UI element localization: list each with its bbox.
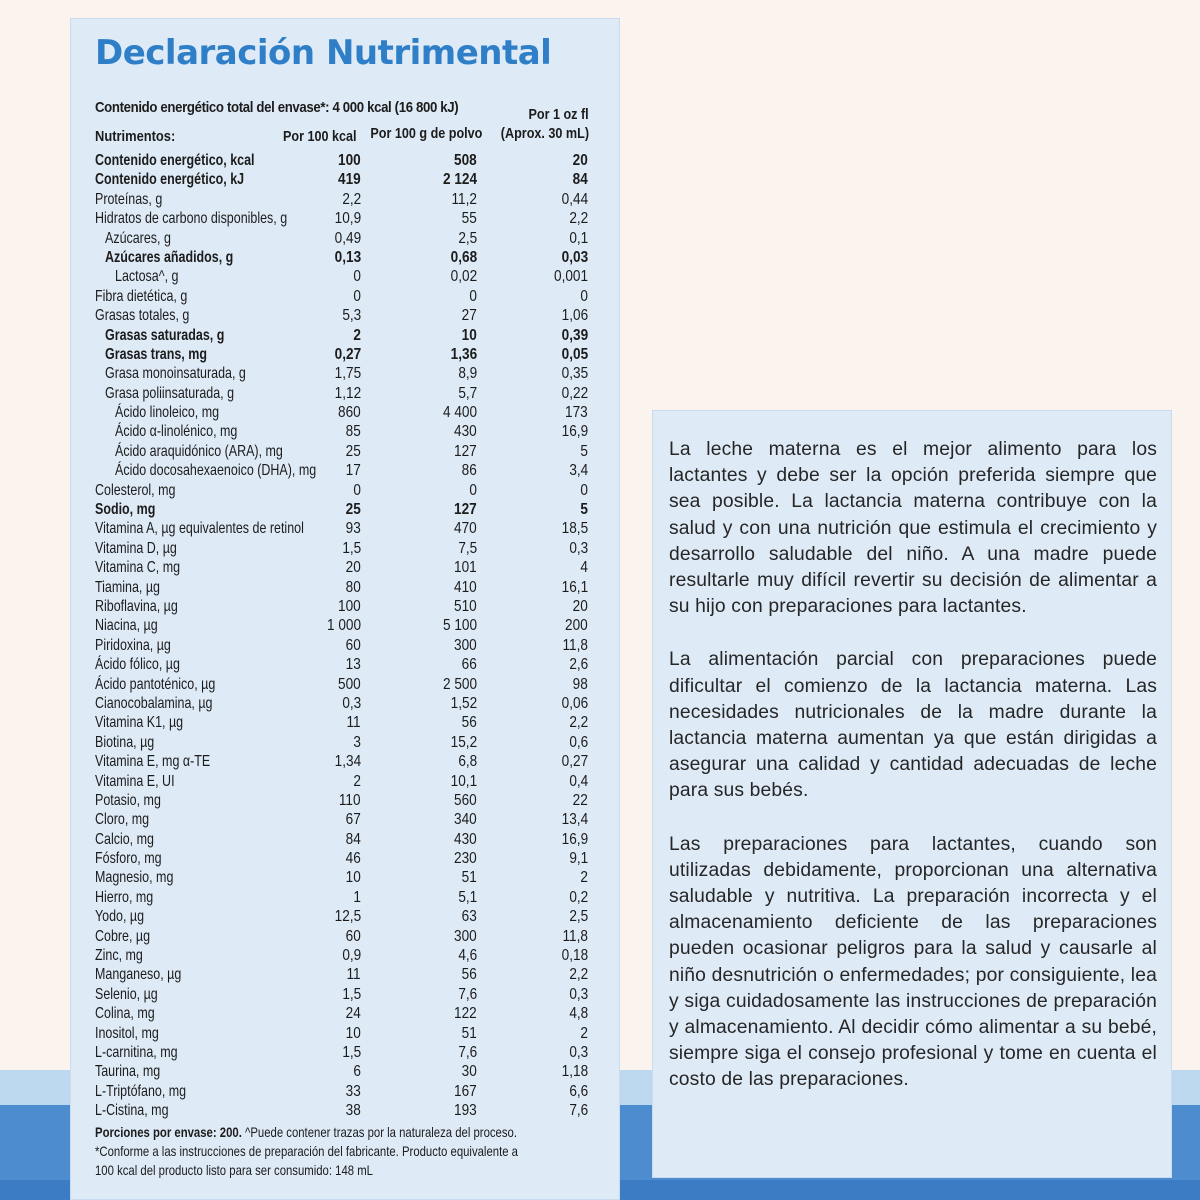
notice-paragraph-3: Las preparaciones para lactantes, cuando son utilizadas debidamente, proporcionan una alternativa saludable y nutritiva. La preparación incorrecta y el almacenamiento deficiente de las preparaciones pueden ocasionar peligros para la salud y causarle al niño desnutrición o enfermedades; por consiguiente, lea y siga cuidadosamente las instrucciones de preparación y almacenamiento. Al decidir cómo alimentar a su bebé, siempre siga el consejo profesional y tome en cuenta el costo de las preparaciones. [669,833,1157,1091]
value-per-100g: 470 [454,520,477,538]
nutrient-name: Inositol, mg [95,1024,159,1042]
nutrient-name: Fósforo, mg [95,850,162,868]
table-row [95,461,595,480]
value-per-100g: 5 100 [442,617,477,635]
value-per-100kcal: 93 [345,520,361,538]
value-per-100kcal: 10 [345,869,361,887]
value-per-100g: 230 [454,850,477,868]
footnote-line2: *Conforme a las instrucciones de preparación del fabricante. Producto equivalente a [95,1143,518,1159]
value-per-100kcal: 0 [353,481,361,499]
nutrient-name: L-Cistina, mg [95,1102,169,1120]
value-per-oz: 0,3 [569,1043,588,1061]
nutrient-name: Cianocobalamina, µg [95,694,213,712]
nutrient-name: Vitamina A, µg equivalentes de retinol [95,520,304,538]
nutrient-name: Magnesio, mg [95,869,174,887]
nutrient-name: Ácido α-linolénico, mg [115,423,238,441]
value-per-100g: 340 [454,811,477,829]
value-per-100g: 0 [469,481,477,499]
table-row [95,830,595,849]
nutrient-name: Sodio, mg [95,501,156,519]
value-per-oz: 84 [572,171,588,189]
value-per-100g: 167 [454,1082,477,1100]
value-per-100kcal: 80 [345,578,361,596]
value-per-100g: 5,7 [458,384,477,402]
value-per-oz: 0,4 [569,772,588,790]
table-row [95,655,595,674]
nutrient-name: Vitamina D, µg [95,539,177,557]
nutrition-facts-panel [70,18,620,1200]
value-per-100g: 410 [454,578,477,596]
value-per-100g: 0,02 [450,268,477,286]
value-per-oz: 0,001 [553,268,588,286]
value-per-100kcal: 25 [345,501,361,519]
value-per-100kcal: 10 [345,1024,361,1042]
table-row [95,927,595,946]
table-row [95,519,595,538]
value-per-100g: 55 [461,210,477,228]
value-per-100kcal: 500 [338,675,361,693]
breastfeeding-notice-panel [652,410,1172,1178]
nutrient-name: Calcio, mg [95,830,154,848]
notice-paragraph-2: La alimentación parcial con preparaciones puede dificultar el comienzo de la lactancia materna. Las necesidades nutricionales de la madre durante la lactancia materna aumentan ya que están dirigidas a asegurar una calidad y cantidad adecuadas de leche para sus bebés. [669,649,1157,802]
table-row [95,190,595,209]
value-per-100kcal: 1,75 [334,365,361,383]
table-row [95,558,595,577]
value-per-100g: 30 [461,1063,477,1081]
value-per-oz: 0,35 [561,365,588,383]
value-per-oz: 0,3 [569,539,588,557]
value-per-100g: 4 400 [442,404,477,422]
nutrient-name: Ácido docosahexaenoico (DHA), mg [115,462,317,480]
nutrient-name: Tiamina, µg [95,578,160,596]
value-per-oz: 16,9 [561,830,588,848]
value-per-100kcal: 25 [345,442,361,460]
value-per-100kcal: 0,27 [334,345,361,363]
value-per-100g: 8,9 [458,365,477,383]
value-per-100kcal: 0,13 [334,248,361,266]
value-per-100kcal: 33 [345,1082,361,1100]
table-row [95,733,595,752]
value-per-100kcal: 1,5 [342,539,361,557]
value-per-100kcal: 0,3 [342,694,361,712]
header-nutrients: Nutrimentos: [95,128,176,145]
table-row [95,694,595,713]
value-per-100g: 2,5 [458,229,477,247]
value-per-100kcal: 1 000 [326,617,361,635]
value-per-100kcal: 24 [345,1005,361,1023]
nutrient-name: Vitamina E, UI [95,772,175,790]
value-per-100kcal: 11 [346,966,361,984]
table-row [95,907,595,926]
table-row [95,481,595,500]
value-per-100g: 6,8 [458,753,477,771]
value-per-100g: 1,36 [450,345,477,363]
nutrient-name: Cobre, µg [95,927,151,945]
value-per-100g: 560 [454,791,477,809]
table-row [95,267,595,286]
table-row [95,597,595,616]
value-per-100g: 1,52 [450,694,477,712]
value-per-oz: 98 [572,675,588,693]
table-row [95,345,595,364]
value-per-oz: 0 [580,287,588,305]
value-per-oz: 0,27 [561,753,588,771]
header-per-oz-approx: (Aprox. 30 mL) [500,125,589,142]
nutrient-name: Contenido energético, kJ [95,171,245,189]
footnote-line3: 100 kcal del producto listo para ser consumido: 148 mL [95,1162,373,1178]
nutrient-name: Azúcares añadidos, g [105,248,234,266]
table-row [95,209,595,228]
value-per-oz: 0,2 [569,888,588,906]
value-per-100g: 11,2 [451,190,477,208]
value-per-100g: 508 [454,152,477,169]
value-per-100g: 0 [469,287,477,305]
value-per-100g: 10,1 [450,772,477,790]
value-per-100g: 15,2 [450,733,477,751]
table-row [95,326,595,345]
value-per-100g: 122 [454,1005,477,1023]
nutrient-name: Vitamina C, mg [95,559,181,577]
table-row [95,1062,595,1081]
table-row [95,229,595,248]
value-per-oz: 2,2 [569,966,588,984]
nutrient-name: Biotina, µg [95,733,155,751]
value-per-100kcal: 0 [353,287,361,305]
nutrient-name: Contenido energético, kcal [95,152,255,169]
value-per-oz: 200 [565,617,588,635]
value-per-oz: 9,1 [569,850,588,868]
table-row [95,888,595,907]
value-per-100kcal: 1,12 [334,384,361,402]
value-per-oz: 20 [572,597,588,615]
value-per-oz: 0,05 [561,345,588,363]
value-per-100g: 0,68 [450,248,477,266]
value-per-oz: 6,6 [569,1082,588,1100]
table-row [95,965,595,984]
value-per-100g: 10 [461,326,477,344]
value-per-oz: 11,8 [562,927,588,945]
value-per-100g: 56 [461,714,477,732]
value-per-oz: 173 [565,404,588,422]
nutrient-name: Colina, mg [95,1005,155,1023]
table-row [95,403,595,422]
table-row [95,364,595,383]
table-row [95,578,595,597]
table-row [95,1004,595,1023]
value-per-100g: 2 124 [442,171,477,189]
value-per-oz: 7,6 [569,1102,588,1120]
notice-paragraph-1: La leche materna es el mejor alimento para los lactantes y debe ser la opción preferida siempre que sea posible. La lactancia materna contribuye con la salud y con una nutrición que estimula el crecimiento y desarrollo saludable del niño. A una madre puede resultarle muy difícil revertir su decisión de alimentar a su hijo con preparaciones para lactantes. [669,439,1157,618]
nutrient-name: Grasas saturadas, g [105,326,225,344]
table-row [95,422,595,441]
nutrient-name: L-Triptófano, mg [95,1082,187,1100]
value-per-100kcal: 85 [345,423,361,441]
nutrient-name: Lactosa^, g [115,268,179,286]
footnote-traces: ^Puede contener trazas por la naturaleza del proceso. [241,1124,517,1140]
value-per-oz: 13,4 [561,811,588,829]
nutrient-name: Niacina, µg [95,617,158,635]
nutrient-name: Colesterol, mg [95,481,176,499]
nutrition-title: Declaración Nutrimental [95,33,552,73]
footnote-portions: Porciones por envase: 200. [95,1124,242,1140]
header-per-100g: Por 100 g de polvo [369,125,482,142]
value-per-100kcal: 0,49 [334,229,361,247]
value-per-100g: 300 [454,927,477,945]
value-per-oz: 16,9 [561,423,588,441]
value-per-oz: 4 [580,559,588,577]
nutrient-name: Potasio, mg [95,791,161,809]
value-per-100kcal: 6 [353,1063,361,1081]
value-per-oz: 0,3 [569,985,588,1003]
value-per-100kcal: 1,5 [342,985,361,1003]
nutrient-name: Selenio, µg [95,985,158,1003]
nutrient-name: Hierro, mg [95,888,154,906]
value-per-100g: 86 [461,462,477,480]
table-row [95,539,595,558]
table-row [95,151,595,170]
nutrient-name: Ácido pantoténico, µg [95,675,216,693]
nutrient-name: Grasa monoinsaturada, g [105,365,246,383]
value-per-100g: 7,6 [458,1043,477,1061]
table-row [95,791,595,810]
value-per-oz: 11,8 [562,636,588,654]
value-per-oz: 2,5 [569,908,588,926]
value-per-100kcal: 100 [338,152,361,169]
value-per-oz: 4,8 [569,1005,588,1023]
value-per-100kcal: 0 [353,268,361,286]
nutrient-name: Manganeso, µg [95,966,182,984]
value-per-100kcal: 5,3 [342,307,361,325]
value-per-oz: 5 [580,442,588,460]
value-per-oz: 2,2 [569,210,588,228]
table-row [95,772,595,791]
value-per-100g: 101 [454,559,477,577]
value-per-oz: 1,18 [561,1063,588,1081]
value-per-100g: 430 [454,423,477,441]
value-per-100g: 4,6 [458,947,477,965]
value-per-100kcal: 1 [353,888,361,906]
value-per-100g: 127 [454,442,477,460]
value-per-100g: 5,1 [458,888,477,906]
table-row [95,500,595,519]
table-row [95,675,595,694]
value-per-100g: 2 500 [442,675,477,693]
value-per-100g: 127 [454,501,477,519]
value-per-oz: 0 [580,481,588,499]
value-per-100kcal: 60 [345,927,361,945]
value-per-100g: 51 [461,1024,477,1042]
table-row [95,248,595,267]
value-per-100g: 56 [461,966,477,984]
value-per-oz: 3,4 [569,462,588,480]
value-per-100kcal: 1,5 [342,1043,361,1061]
nutrient-name: Ácido linoleico, mg [115,404,220,422]
table-row [95,946,595,965]
table-row [95,1024,595,1043]
value-per-100kcal: 11 [346,714,361,732]
value-per-100kcal: 13 [345,656,361,674]
value-per-100kcal: 3 [353,733,361,751]
nutrient-name: Grasas totales, g [95,307,190,325]
value-per-100kcal: 100 [338,597,361,615]
value-per-100kcal: 84 [345,830,361,848]
value-per-100kcal: 860 [338,404,361,422]
energy-total: Contenido energético total del envase*: 4 000 kcal (16 800 kJ) [95,99,459,116]
value-per-100kcal: 17 [345,462,361,480]
table-row [95,752,595,771]
nutrient-name: Grasa poliinsaturada, g [105,384,235,402]
value-per-100g: 7,5 [458,539,477,557]
table-row [95,1101,595,1120]
nutrient-name: Azúcares, g [105,229,171,247]
value-per-oz: 5 [580,501,588,519]
value-per-100kcal: 10,9 [334,210,361,228]
nutrient-name: Hidratos de carbono disponibles, g [95,210,288,228]
header-per-oz: Por 1 oz fl [528,106,589,123]
table-row [95,1082,595,1101]
value-per-oz: 0,44 [561,190,588,208]
value-per-oz: 0,03 [561,248,588,266]
value-per-oz: 18,5 [561,520,588,538]
value-per-100g: 51 [461,869,477,887]
value-per-100kcal: 46 [345,850,361,868]
table-row [95,849,595,868]
value-per-100g: 193 [454,1102,477,1120]
value-per-100kcal: 110 [339,791,361,809]
nutrient-name: Ácido araquidónico (ARA), mg [115,442,283,460]
nutrient-name: Ácido fólico, µg [95,656,180,674]
value-per-100kcal: 419 [338,171,361,189]
value-per-100g: 510 [454,597,477,615]
nutrient-name: Vitamina E, mg α-TE [95,753,211,771]
value-per-oz: 2,2 [569,714,588,732]
table-row [95,713,595,732]
nutrient-name: Taurina, mg [95,1063,161,1081]
value-per-100g: 430 [454,830,477,848]
value-per-oz: 1,06 [561,307,588,325]
value-per-100g: 7,6 [458,985,477,1003]
value-per-100kcal: 0,9 [342,947,361,965]
table-row [95,442,595,461]
value-per-oz: 2 [580,869,588,887]
value-per-100kcal: 12,5 [334,908,361,926]
nutrient-name: Proteínas, g [95,190,163,208]
value-per-100g: 300 [454,636,477,654]
value-per-100kcal: 2 [353,326,361,344]
value-per-oz: 2 [580,1024,588,1042]
table-row [95,384,595,403]
table-row [95,985,595,1004]
table-row [95,1043,595,1062]
header-per-100kcal: Por 100 kcal [283,128,357,145]
value-per-oz: 0,18 [561,947,588,965]
nutrient-name: Cloro, mg [95,811,150,829]
value-per-100g: 63 [461,908,477,926]
value-per-100g: 27 [461,307,477,325]
value-per-oz: 20 [572,152,588,169]
nutrient-name: Yodo, µg [95,908,145,926]
nutrient-name: Riboflavina, µg [95,597,178,615]
value-per-100kcal: 2 [353,772,361,790]
value-per-oz: 0,39 [561,326,588,344]
value-per-100kcal: 67 [345,811,361,829]
nutrient-name: Zinc, mg [95,947,143,965]
table-row [95,810,595,829]
value-per-oz: 0,6 [569,733,588,751]
table-row [95,287,595,306]
table-row [95,616,595,635]
value-per-oz: 0,1 [569,229,588,247]
table-row [95,306,595,325]
value-per-100kcal: 1,34 [334,753,361,771]
table-row [95,170,595,189]
nutrient-name: Piridoxina, µg [95,636,171,654]
value-per-100g: 66 [461,656,477,674]
nutrient-name: Grasas trans, mg [105,345,207,363]
nutrient-name: Vitamina K1, µg [95,714,184,732]
value-per-100kcal: 20 [345,559,361,577]
value-per-oz: 16,1 [561,578,588,596]
footnote [95,1123,589,1180]
value-per-oz: 22 [572,791,588,809]
value-per-100kcal: 38 [345,1102,361,1120]
nutrition-table [95,151,595,1121]
table-row [95,868,595,887]
value-per-100kcal: 60 [345,636,361,654]
nutrient-name: L-carnitina, mg [95,1043,178,1061]
value-per-oz: 0,22 [561,384,588,402]
value-per-100kcal: 2,2 [342,190,361,208]
table-row [95,636,595,655]
value-per-oz: 0,06 [561,694,588,712]
nutrient-name: Fibra dietética, g [95,287,188,305]
value-per-oz: 2,6 [569,656,588,674]
